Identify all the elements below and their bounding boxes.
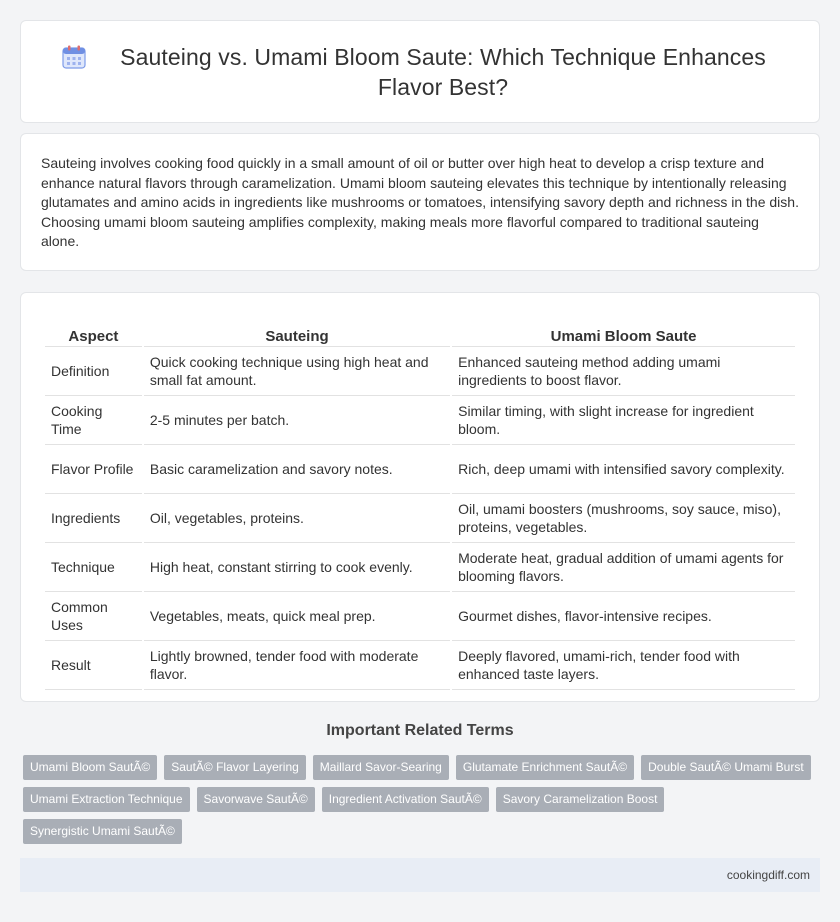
- sauteing-cell: 2-5 minutes per batch.: [144, 396, 450, 445]
- header-umami-bloom-saute: Umami Bloom Saute: [452, 313, 795, 347]
- aspect-cell: Common Uses: [45, 592, 142, 641]
- comparison-table: [43, 313, 797, 690]
- sauteing-cell: Quick cooking technique using high heat and small fat amount.: [144, 347, 450, 396]
- umami-cell: Gourmet dishes, flavor-intensive recipes.: [452, 592, 795, 641]
- footer: [20, 858, 820, 892]
- related-terms-heading: Important Related Terms: [326, 722, 514, 739]
- comparison-table-card: [20, 292, 820, 702]
- sauteing-cell: Vegetables, meats, quick meal prep.: [144, 592, 450, 641]
- aspect-cell: Ingredients: [45, 494, 142, 543]
- umami-cell: Moderate heat, gradual addition of umami agents for blooming flavors.: [452, 543, 795, 592]
- related-term-tag[interactable]: Umami Bloom SautÃ©: [23, 755, 157, 780]
- intro-paragraph: Sauteing involves cooking food quickly in a small amount of oil or butter over high heat to develop a crisp texture and enhance natural flavors through caramelization. Umami bloom sauteing elevates this technique by intentionally releasing glutamates and amino acids in ingredients like mushrooms or tomatoes, intensifying savory depth and richness in the dish. Choosing umami bloom sauteing amplifies complexity, making meals more flavorful compared to traditional sauteing alone.: [41, 155, 799, 250]
- table-row: [45, 347, 795, 396]
- related-term-tag[interactable]: Double SautÃ© Umami Burst: [641, 755, 811, 780]
- aspect-cell: Cooking Time: [45, 396, 142, 445]
- calendar-icon: [61, 44, 87, 70]
- umami-cell: Deeply flavored, umami-rich, tender food with enhanced taste layers.: [452, 641, 795, 690]
- related-term-tag[interactable]: Glutamate Enrichment SautÃ©: [456, 755, 634, 780]
- table-row: [45, 543, 795, 592]
- related-term-tag[interactable]: Savorwave SautÃ©: [197, 787, 315, 812]
- sauteing-cell: High heat, constant stirring to cook evenly.: [144, 543, 450, 592]
- related-term-tag[interactable]: SautÃ© Flavor Layering: [164, 755, 306, 780]
- related-term-tag[interactable]: Ingredient Activation SautÃ©: [322, 787, 489, 812]
- table-row: [45, 494, 795, 543]
- related-terms-list: [23, 755, 823, 851]
- aspect-cell: Technique: [45, 543, 142, 592]
- sauteing-cell: Basic caramelization and savory notes.: [144, 445, 450, 494]
- aspect-cell: Definition: [45, 347, 142, 396]
- umami-cell: Similar timing, with slight increase for ingredient bloom.: [452, 396, 795, 445]
- table-header-row: [45, 313, 795, 347]
- related-term-tag[interactable]: Synergistic Umami SautÃ©: [23, 819, 182, 844]
- footer-site-link[interactable]: cookingdiff.com: [726, 868, 810, 882]
- aspect-cell: Flavor Profile: [45, 445, 142, 494]
- umami-cell: Enhanced sauteing method adding umami ingredients to boost flavor.: [452, 347, 795, 396]
- header-aspect: Aspect: [45, 313, 142, 347]
- table-row: [45, 445, 795, 494]
- table-row: [45, 592, 795, 641]
- page-title: Sauteing vs. Umami Bloom Saute: Which Technique Enhances Flavor Best?: [120, 43, 766, 100]
- related-term-tag[interactable]: Maillard Savor-Searing: [313, 755, 449, 780]
- related-term-tag[interactable]: Savory Caramelization Boost: [496, 787, 665, 812]
- sauteing-cell: Lightly browned, tender food with moderate flavor.: [144, 641, 450, 690]
- table-row: [45, 396, 795, 445]
- table-row: [45, 641, 795, 690]
- sauteing-cell: Oil, vegetables, proteins.: [144, 494, 450, 543]
- header-sauteing: Sauteing: [144, 313, 450, 347]
- umami-cell: Rich, deep umami with intensified savory complexity.: [452, 445, 795, 494]
- intro-card: [20, 133, 820, 271]
- umami-cell: Oil, umami boosters (mushrooms, soy sauce, miso), proteins, vegetables.: [452, 494, 795, 543]
- aspect-cell: Result: [45, 641, 142, 690]
- title-card: [20, 20, 820, 123]
- related-term-tag[interactable]: Umami Extraction Technique: [23, 787, 190, 812]
